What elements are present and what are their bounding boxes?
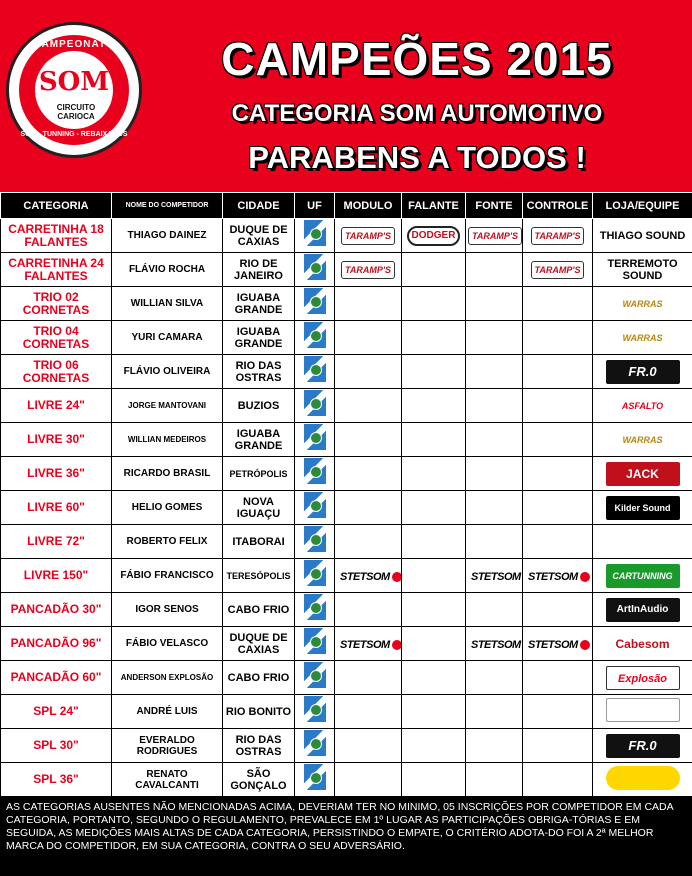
city-cell: PETRÓPOLIS — [223, 457, 295, 491]
shop-logo: WARRAS — [606, 428, 680, 452]
modulo-cell — [335, 491, 402, 525]
col-header-categoria: CATEGORIA — [1, 193, 112, 219]
rj-flag-icon — [304, 220, 326, 246]
controle-cell — [523, 729, 593, 763]
city-cell: NOVA IGUAÇU — [223, 491, 295, 525]
competitor-cell: FLÁVIO OLIVEIRA — [112, 355, 223, 389]
header — [0, 0, 692, 192]
stetsom-logo — [337, 637, 402, 653]
modulo-cell — [335, 627, 402, 661]
shop-cell — [593, 559, 692, 593]
city-cell: IGUABA GRANDE — [223, 287, 295, 321]
competitor-cell: JORGE MANTOVANI — [112, 389, 223, 423]
shop-cell — [593, 457, 692, 491]
category-cell: LIVRE 24" — [1, 389, 112, 423]
fonte-cell — [466, 287, 523, 321]
competitor-cell: FÁBIO VELASCO — [112, 627, 223, 661]
uf-cell — [295, 695, 335, 729]
shop-cell — [593, 423, 692, 457]
fonte-cell — [466, 389, 523, 423]
table-row — [1, 593, 692, 627]
shop-logo: JACK — [606, 462, 680, 486]
falante-cell — [402, 695, 466, 729]
city-cell: RIO BONITO — [223, 695, 295, 729]
rj-flag-icon — [304, 526, 326, 552]
taramps-logo — [341, 261, 395, 279]
uf-cell — [295, 763, 335, 797]
regulation-note: AS CATEGORIAS AUSENTES NÃO MENCIONADAS ACIMA, DEVERIAM TER NO MINIMO, 05 INSCRIÇÕES POR COMPETIDOR EM CADA CATEGORIA, PORTANTO, SEGUNDO O REGULAMENTO, PREVALECE EM 1º LUGAR AS PARTICIPAÇÕES OBRIGA-TÓRIAS E EM SEGUIDA, AS MEDIÇÕES MAIS ALTAS DE CADA CATEGORIA, PERSISTINDO O EMPATE, O CRITÉRIO ADOTA-DO FOI A 2ª MELHOR MARCA DO COMPETIDOR, EM SUA CATEGORIA, CONTRA O SEU ADVERSÁRIO. — [0, 797, 692, 876]
shop-logo: WARRAS — [606, 326, 680, 350]
controle-cell — [523, 661, 593, 695]
taramps-logo — [341, 227, 395, 245]
category-cell: TRIO 02 CORNETAS — [1, 287, 112, 321]
shop-logo: CARTUNNING — [606, 564, 680, 588]
col-header-loja: LOJA/EQUIPE — [593, 193, 692, 219]
uf-cell — [295, 355, 335, 389]
competitor-cell: YURI CAMARA — [112, 321, 223, 355]
shop-logo: FR.0 — [606, 734, 680, 758]
brand-text: TARAMP'S — [472, 231, 518, 241]
shop-name: TERREMOTO SOUND — [607, 257, 678, 282]
table-row — [1, 491, 692, 525]
table-row — [1, 559, 692, 593]
col-header-cidade: CIDADE — [223, 193, 295, 219]
brand-text: STETSOM — [340, 570, 390, 583]
category-cell: PANCADÃO 96" — [1, 627, 112, 661]
table-row — [1, 355, 692, 389]
rj-flag-icon — [304, 424, 326, 450]
competitor-cell: WILLIAN MEDEIROS — [112, 423, 223, 457]
controle-cell — [523, 593, 593, 627]
falante-cell — [402, 253, 466, 287]
rj-flag-icon — [304, 730, 326, 756]
city-cell: BUZIOS — [223, 389, 295, 423]
stetsom-mark-icon — [580, 640, 590, 650]
shop-cell — [593, 219, 692, 253]
fonte-cell — [466, 219, 523, 253]
modulo-cell — [335, 525, 402, 559]
controle-cell — [523, 559, 593, 593]
category-cell: CARRETINHA 18 FALANTES — [1, 219, 112, 253]
competitor-cell: ANDRÉ LUIS — [112, 695, 223, 729]
rj-flag-icon — [304, 458, 326, 484]
falante-cell — [402, 627, 466, 661]
stetsom-logo — [468, 637, 523, 653]
logo-bottom-text: SOM - TUNNING - REBAIXADOS — [20, 131, 128, 138]
competitor-cell: RENATO CAVALCANTI — [112, 763, 223, 797]
col-header-competidor: NOME DO COMPETIDOR — [112, 193, 223, 219]
falante-cell — [402, 763, 466, 797]
modulo-cell — [335, 219, 402, 253]
category-cell: LIVRE 72" — [1, 525, 112, 559]
controle-cell — [523, 525, 593, 559]
stetsom-logo — [525, 569, 593, 585]
shop-cell — [593, 321, 692, 355]
category-cell: LIVRE 60" — [1, 491, 112, 525]
greeting: PARABENS A TODOS ! — [248, 140, 586, 175]
page-subtitle: CATEGORIA SOM AUTOMOTIVO — [231, 100, 603, 127]
shop-cell — [593, 491, 692, 525]
shop-logo: WARRAS — [606, 292, 680, 316]
fonte-cell — [466, 559, 523, 593]
controle-cell — [523, 695, 593, 729]
city-cell: SÃO GONÇALO — [223, 763, 295, 797]
category-cell: SPL 24" — [1, 695, 112, 729]
fonte-cell — [466, 627, 523, 661]
falante-cell — [402, 729, 466, 763]
city-cell: CABO FRIO — [223, 661, 295, 695]
brand-text: STETSOM — [528, 570, 578, 583]
city-cell: TERESÓPOLIS — [223, 559, 295, 593]
falante-cell — [402, 219, 466, 253]
table-row — [1, 661, 692, 695]
modulo-cell — [335, 321, 402, 355]
competitor-cell: FLÁVIO ROCHA — [112, 253, 223, 287]
modulo-cell — [335, 661, 402, 695]
stetsom-logo — [525, 637, 593, 653]
table-header-row — [1, 193, 692, 219]
uf-cell — [295, 389, 335, 423]
shop-logo — [606, 698, 680, 722]
controle-cell — [523, 423, 593, 457]
table-row — [1, 253, 692, 287]
shop-cell — [593, 695, 692, 729]
uf-cell — [295, 423, 335, 457]
uf-cell — [295, 627, 335, 661]
shop-cell — [593, 525, 692, 559]
table-row — [1, 321, 692, 355]
uf-cell — [295, 457, 335, 491]
uf-cell — [295, 491, 335, 525]
brand-text: STETSOM — [471, 570, 521, 583]
falante-cell — [402, 423, 466, 457]
rj-flag-icon — [304, 764, 326, 790]
taramps-logo — [468, 227, 522, 245]
rj-flag-icon — [304, 594, 326, 620]
controle-cell — [523, 457, 593, 491]
dodger-logo — [407, 226, 461, 246]
rj-flag-icon — [304, 356, 326, 382]
controle-cell — [523, 627, 593, 661]
uf-cell — [295, 559, 335, 593]
stetsom-mark-icon — [580, 572, 590, 582]
category-cell: LIVRE 30" — [1, 423, 112, 457]
table-row — [1, 729, 692, 763]
fonte-cell — [466, 457, 523, 491]
brand-text: STETSOM — [471, 638, 521, 651]
competitor-cell: ANDERSON EXPLOSÃO — [112, 661, 223, 695]
rj-flag-icon — [304, 560, 326, 586]
competitor-cell: HELIO GOMES — [112, 491, 223, 525]
controle-cell — [523, 253, 593, 287]
category-cell: SPL 36" — [1, 763, 112, 797]
controle-cell — [523, 355, 593, 389]
competitor-cell: EVERALDO RODRIGUES — [112, 729, 223, 763]
uf-cell — [295, 253, 335, 287]
competitor-cell: FÁBIO FRANCISCO — [112, 559, 223, 593]
brand-text: STETSOM — [340, 638, 390, 651]
stetsom-logo — [337, 569, 402, 585]
page-title: CAMPEÕES 2015 — [221, 33, 613, 85]
table-row — [1, 287, 692, 321]
brand-text: TARAMP'S — [534, 231, 581, 241]
city-cell: CABO FRIO — [223, 593, 295, 627]
fonte-cell — [466, 253, 523, 287]
stetsom-mark-icon — [392, 572, 402, 582]
controle-cell — [523, 763, 593, 797]
table-row — [1, 219, 692, 253]
shop-cell — [593, 355, 692, 389]
stetsom-logo — [468, 569, 523, 585]
uf-cell — [295, 661, 335, 695]
category-cell: LIVRE 150" — [1, 559, 112, 593]
falante-cell — [402, 389, 466, 423]
col-header-modulo: MODULO — [335, 193, 402, 219]
shop-logo: Kilder Sound — [606, 496, 680, 520]
uf-cell — [295, 219, 335, 253]
uf-cell — [295, 287, 335, 321]
category-cell: PANCADÃO 30" — [1, 593, 112, 627]
city-cell: DUQUE DE CAXIAS — [223, 627, 295, 661]
fonte-cell — [466, 355, 523, 389]
competitor-cell: THIAGO DAINEZ — [112, 219, 223, 253]
fonte-cell — [466, 491, 523, 525]
shop-cell — [593, 627, 692, 661]
controle-cell — [523, 389, 593, 423]
modulo-cell — [335, 355, 402, 389]
fonte-cell — [466, 423, 523, 457]
fonte-cell — [466, 729, 523, 763]
table-row — [1, 627, 692, 661]
falante-cell — [402, 661, 466, 695]
competitor-cell: WILLIAN SILVA — [112, 287, 223, 321]
fonte-cell — [466, 661, 523, 695]
fonte-cell — [466, 695, 523, 729]
brand-text: TARAMP'S — [345, 265, 391, 275]
shop-logo: Cabesom — [606, 632, 680, 656]
logo-top-text: CAMPEONATO — [33, 39, 115, 50]
shop-cell — [593, 763, 692, 797]
taramps-logo — [531, 261, 585, 279]
uf-cell — [295, 593, 335, 627]
competitor-cell: IGOR SENOS — [112, 593, 223, 627]
modulo-cell — [335, 559, 402, 593]
rj-flag-icon — [304, 662, 326, 688]
falante-cell — [402, 525, 466, 559]
city-cell: RIO DE JANEIRO — [223, 253, 295, 287]
falante-cell — [402, 321, 466, 355]
uf-cell — [295, 525, 335, 559]
falante-cell — [402, 593, 466, 627]
falante-cell — [402, 355, 466, 389]
rj-flag-icon — [304, 628, 326, 654]
category-cell: CARRETINHA 24 FALANTES — [1, 253, 112, 287]
fonte-cell — [466, 321, 523, 355]
shop-cell — [593, 389, 692, 423]
rj-flag-icon — [304, 492, 326, 518]
shop-logo: Explosão — [606, 666, 680, 690]
table-row — [1, 525, 692, 559]
city-cell: IGUABA GRANDE — [223, 321, 295, 355]
results-table — [0, 192, 692, 797]
modulo-cell — [335, 389, 402, 423]
shop-cell — [593, 729, 692, 763]
category-cell: PANCADÃO 60" — [1, 661, 112, 695]
modulo-cell — [335, 695, 402, 729]
shop-cell — [593, 287, 692, 321]
championship-logo — [6, 22, 142, 158]
falante-cell — [402, 491, 466, 525]
falante-cell — [402, 457, 466, 491]
shop-cell — [593, 593, 692, 627]
table-row — [1, 423, 692, 457]
shop-logo — [606, 766, 680, 790]
rj-flag-icon — [304, 288, 326, 314]
city-cell: DUQUE DE CAXIAS — [223, 219, 295, 253]
stetsom-mark-icon — [392, 640, 402, 650]
modulo-cell — [335, 763, 402, 797]
table-row — [1, 457, 692, 491]
shop-logo — [606, 528, 680, 552]
city-cell: RIO DAS OSTRAS — [223, 729, 295, 763]
modulo-cell — [335, 593, 402, 627]
fonte-cell — [466, 763, 523, 797]
fonte-cell — [466, 593, 523, 627]
controle-cell — [523, 219, 593, 253]
controle-cell — [523, 491, 593, 525]
logo-circuit: CIRCUITO CARIOCA — [56, 103, 96, 121]
taramps-logo — [531, 227, 585, 245]
category-cell: LIVRE 36" — [1, 457, 112, 491]
brand-text: TARAMP'S — [345, 231, 391, 241]
shop-logo: ASFALTO — [606, 394, 680, 418]
modulo-cell — [335, 287, 402, 321]
logo-brand: SOM — [38, 67, 110, 97]
modulo-cell — [335, 457, 402, 491]
rj-flag-icon — [304, 696, 326, 722]
rj-flag-icon — [304, 254, 326, 280]
falante-cell — [402, 559, 466, 593]
table-row — [1, 763, 692, 797]
shop-cell — [593, 661, 692, 695]
city-cell: ITABORAI — [223, 525, 295, 559]
competitor-cell: ROBERTO FELIX — [112, 525, 223, 559]
category-cell: SPL 30" — [1, 729, 112, 763]
competitor-cell: RICARDO BRASIL — [112, 457, 223, 491]
falante-cell — [402, 287, 466, 321]
brand-text: TARAMP'S — [534, 265, 581, 275]
rj-flag-icon — [304, 390, 326, 416]
table-row — [1, 389, 692, 423]
col-header-falante: FALANTE — [402, 193, 466, 219]
col-header-uf: UF — [295, 193, 335, 219]
category-cell: TRIO 06 CORNETAS — [1, 355, 112, 389]
city-cell: RIO DAS OSTRAS — [223, 355, 295, 389]
controle-cell — [523, 321, 593, 355]
brand-text: DODGER — [411, 230, 456, 241]
shop-logo: ArtInAudio — [606, 598, 680, 622]
col-header-controle: CONTROLE — [523, 193, 593, 219]
table-body — [1, 219, 692, 797]
category-cell: TRIO 04 CORNETAS — [1, 321, 112, 355]
shop-cell — [593, 253, 692, 287]
brand-text: STETSOM — [528, 638, 578, 651]
table-row — [1, 695, 692, 729]
modulo-cell — [335, 729, 402, 763]
col-header-fonte: FONTE — [466, 193, 523, 219]
fonte-cell — [466, 525, 523, 559]
rj-flag-icon — [304, 322, 326, 348]
modulo-cell — [335, 423, 402, 457]
shop-logo: FR.0 — [606, 360, 680, 384]
shop-name: THIAGO SOUND — [599, 229, 686, 242]
controle-cell — [523, 287, 593, 321]
uf-cell — [295, 321, 335, 355]
modulo-cell — [335, 253, 402, 287]
uf-cell — [295, 729, 335, 763]
city-cell: IGUABA GRANDE — [223, 423, 295, 457]
